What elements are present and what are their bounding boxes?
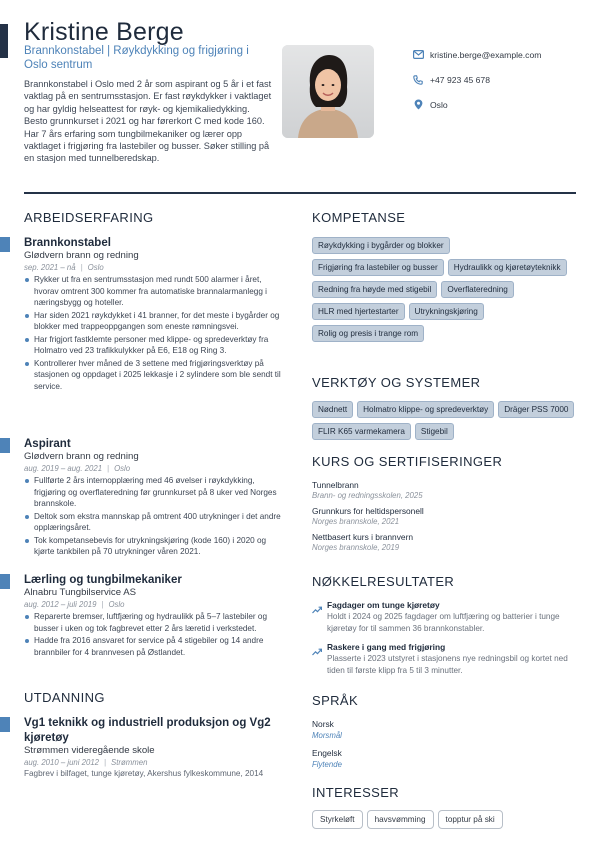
interest-tag: Styrkeløft	[312, 810, 363, 829]
job-bullets	[24, 611, 286, 658]
education-school: Strømmen videregående skole	[24, 745, 155, 756]
section-title-courses: KURS OG SERTIFISERINGER	[312, 454, 503, 469]
skills-tags	[312, 237, 582, 347]
skill-tag: HLR med hjertestarter	[312, 303, 405, 320]
profile-photo	[282, 45, 374, 138]
job-bullet: Har siden 2021 røykdykket i 41 branner, for det meste i bygårder og blokker med trappeoppgangen som eneste rømningsvei.	[24, 310, 286, 333]
profile-summary: Brannkonstabel i Oslo med 2 år som aspirant og 5 år i et fast vaktlag på en sentrumsstasjon. Er fast røykdykker i vaktlaget og har gyldig helseattest for røyk- og kjemikaliedykking. Besto grunnkurset i 2021 og har førerkort C med kode 160. Har 7 års erfaring som tungbilmekaniker og lærer opp vaktlaget i frigjøring fra lastebiler og busser. Søker stilling på en stasjon med tunnelberedskap.	[24, 79, 272, 164]
section-title-achievements: NØKKELRESULTATER	[312, 574, 455, 589]
interests-list	[312, 810, 507, 829]
interest-tag: topptur på ski	[438, 810, 503, 829]
skill-tag: Overflateredning	[441, 281, 514, 298]
mail-icon	[412, 49, 424, 61]
achievement-description: Plasserte i 2023 utstyret i stasjonens nye redningsbil og kortet ned tiden til første klipp fra 5 til 3 minutter.	[327, 654, 568, 675]
achievements-list	[312, 600, 584, 684]
language-level: Morsmål	[312, 731, 342, 740]
job-meta: aug. 2019 – aug. 2021 | Oslo	[24, 464, 131, 473]
education-title: Vg1 teknikk og industriell produksjon og Vg2 kjøretøy	[24, 717, 271, 744]
job-company: Glødvern brann og redning	[24, 250, 139, 261]
job-dates: aug. 2019 – aug. 2021	[24, 464, 103, 473]
job-meta: sep. 2021 – nå | Oslo	[24, 263, 104, 272]
job-bullet: Har frigjort fastklemte personer med klippe- og spredeverktøy fra Holmatro ved 23 trafikkulykker på E6, E18 og Ring 3.	[24, 334, 286, 357]
achievement-description: Holdt i 2024 og 2025 fagdager om luftfjæring og batterier i tunge kjøretøy for til sammen 36 brannkonstabler.	[327, 612, 560, 633]
course-item	[312, 506, 572, 527]
education-accent-bar	[0, 717, 10, 732]
course-item	[312, 480, 572, 501]
job-bullets	[24, 475, 286, 558]
language-name: Norsk	[312, 719, 334, 729]
candidate-name: Kristine Berge	[24, 18, 184, 46]
contact-phone[interactable]	[412, 67, 592, 92]
skill-tag: Rolig og presis i trange rom	[312, 325, 424, 342]
achievement-item	[312, 642, 584, 677]
skill-tag: Hydraulikk og kjøretøyteknikk	[448, 259, 567, 276]
tool-tag: Nødnett	[312, 401, 353, 418]
job-location: Oslo	[114, 464, 131, 473]
course-name: Tunnelbrann	[312, 480, 359, 490]
contact-location	[412, 92, 592, 117]
achievement-title: Fagdager om tunge kjøretøy	[327, 600, 440, 610]
job-title: Aspirant	[24, 438, 71, 450]
contact-email-text: kristine.berge@example.com	[430, 49, 542, 60]
course-institution: Norges brannskole, 2019	[312, 543, 400, 552]
section-title-education: UTDANNING	[24, 690, 105, 705]
languages-list	[312, 719, 512, 777]
tool-tag: Stigebil	[415, 423, 454, 440]
job-accent-bar	[0, 574, 10, 589]
job-location: Oslo	[87, 263, 104, 272]
tool-tag: Dräger PSS 7000	[498, 401, 574, 418]
job-bullets	[24, 274, 286, 392]
job-meta: aug. 2012 – juli 2019 | Oslo	[24, 600, 125, 609]
achievement-item	[312, 600, 584, 635]
section-title-interests: INTERESSER	[312, 785, 400, 800]
job-company: Alnabru Tungbilservice AS	[24, 587, 136, 598]
trending-up-icon	[312, 601, 322, 619]
job-bullet: Reparerte bremser, luftfjæring og hydraulikk på 5–7 lastebiler og busser i uken og tok fagbrevet etter 2 års læretid i verkstedet.	[24, 611, 286, 634]
education-meta: aug. 2010 – juni 2012 | Strømmen	[24, 758, 148, 767]
course-institution: Norges brannskole, 2021	[312, 517, 400, 526]
tool-tag: FLIR K65 varmekamera	[312, 423, 411, 440]
job-title: Lærling og tungbilmekaniker	[24, 574, 182, 586]
job-title: Brannkonstabel	[24, 237, 111, 249]
job-bullet: Deltok som ekstra mannskap på omtrent 400 utrykninger i det andre opplæringsåret.	[24, 511, 286, 534]
job-dates: sep. 2021 – nå	[24, 263, 76, 272]
tools-tags	[312, 401, 582, 445]
skill-tag: Redning fra høyde med stigebil	[312, 281, 437, 298]
contact-block	[412, 42, 592, 117]
skill-tag: Røykdykking i bygårder og blokker	[312, 237, 450, 254]
job-entry	[24, 573, 286, 659]
course-name: Grunnkurs for heltidspersonell	[312, 506, 424, 516]
phone-icon	[412, 74, 424, 86]
job-entry	[24, 236, 286, 393]
job-bullet: Fullførte 2 års internopplæring med 46 øvelser i røykdykking, frigjøring og overflateredning før grunnkurset på 8 uker ved Norges brannskole.	[24, 475, 286, 510]
candidate-headline: Brannkonstabel | Røykdykking og frigjøring i Oslo sentrum	[24, 45, 249, 71]
section-title-tools: VERKTØY OG SYSTEMER	[312, 375, 481, 390]
job-bullet: Kontrollerer hver måned de 3 settene med frigjøringsverktøy på stasjonen og oppdaget i 2025 lekkasje i 2 sylindere som ble sendt til service.	[24, 358, 286, 393]
language-level: Flytende	[312, 760, 342, 769]
education-description: Fagbrev i bilfaget, tunge kjøretøy, Akershus fylkeskommune, 2014	[24, 769, 264, 778]
education-location: Strømmen	[111, 758, 148, 767]
job-location: Oslo	[108, 600, 125, 609]
trending-up-icon	[312, 643, 322, 661]
job-entry	[24, 437, 286, 559]
skill-tag: Utrykningskjøring	[409, 303, 484, 320]
tool-tag: Holmatro klippe- og spredeverktøy	[357, 401, 494, 418]
job-bullet: Hadde fra 2016 ansvaret for service på 4 stigebiler og 14 andre brannbiler for 4 brannvesen på Østlandet.	[24, 635, 286, 658]
contact-phone-text: +47 923 45 678	[430, 74, 490, 85]
skill-tag: Frigjøring fra lastebiler og busser	[312, 259, 444, 276]
header-accent-tab	[0, 24, 8, 58]
interest-tag: havsvømming	[367, 810, 434, 829]
course-name: Nettbasert kurs i brannvern	[312, 532, 414, 542]
course-item	[312, 532, 572, 553]
job-company: Glødvern brann og redning	[24, 451, 139, 462]
job-accent-bar	[0, 237, 10, 252]
education-entry	[24, 716, 286, 780]
map-pin-icon	[412, 99, 424, 111]
course-institution: Brann- og redningsskolen, 2025	[312, 491, 423, 500]
job-accent-bar	[0, 438, 10, 453]
section-title-skills: KOMPETANSE	[312, 210, 406, 225]
education-dates: aug. 2010 – juni 2012	[24, 758, 100, 767]
courses-list	[312, 480, 572, 558]
contact-email[interactable]	[412, 42, 592, 67]
job-bullet: Tok kompetansebevis for utrykningskjøring (kode 160) i 2020 og kjørte tankbilen på 70 utrykninger våren 2021.	[24, 535, 286, 558]
language-item	[312, 719, 512, 741]
job-dates: aug. 2012 – juli 2019	[24, 600, 97, 609]
language-name: Engelsk	[312, 748, 342, 758]
header-divider	[24, 192, 576, 194]
achievement-title: Raskere i gang med frigjøring	[327, 642, 446, 652]
section-title-languages: SPRÅK	[312, 693, 359, 708]
job-bullet: Rykker ut fra en sentrumsstasjon med rundt 500 alarmer i året, hvorav omtrent 300 kommer fra automatiske brannalarmanlegg i næringsbygg og hoteller.	[24, 274, 286, 309]
language-item	[312, 748, 512, 770]
contact-location-text: Oslo	[430, 99, 448, 110]
section-title-experience: ARBEIDSERFARING	[24, 210, 154, 225]
